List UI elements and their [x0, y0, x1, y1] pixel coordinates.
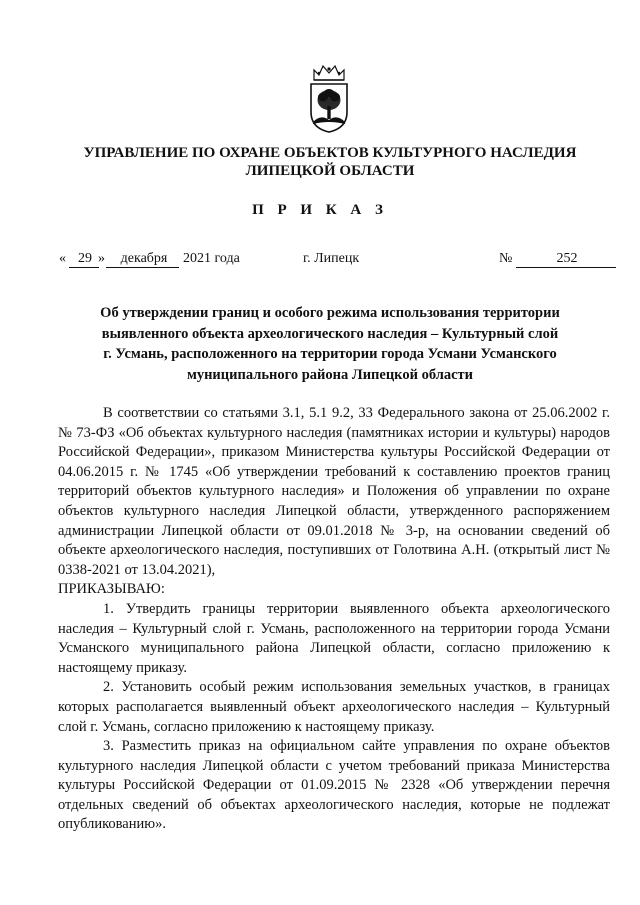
- date-year: 2021 года: [183, 251, 240, 266]
- document-number: 252: [556, 251, 578, 266]
- order-body: [58, 404, 610, 835]
- number-underline: [516, 267, 616, 268]
- org-name-line-2: ЛИПЕЦКОЙ ОБЛАСТИ: [245, 163, 415, 179]
- date-day: 29: [78, 251, 92, 266]
- document-type-title: П Р И К А З: [252, 202, 388, 218]
- date-quote-close: »: [98, 251, 105, 266]
- date-month: декабря: [120, 251, 168, 266]
- preamble-paragraph: В соответствии со статьями 3.1, 5.1 9.2, 33 Федерального закона от 25.06.2002 г. № 73-ФЗ «Об объектах культурного наследия (памятниках истории и культуры) народов Российской Федерации», приказом Министерства культуры Российской Федерации от 04.06.2015 г. № 1745 «Об утверждении требований к составлению проектов границ территорий объектов культурного наследия» и Положения об управлении по охране объектов культурного наследия Липецкой области, утвержденного распоряжением администрации Липецкой области от 09.01.2018 № 3-р, на основании сведений об объекте археологического наследия, поступивших от Голотвина А.Н. (открытый лист № 0338-2021 от 13.04.2021),: [58, 405, 610, 578]
- subject-line-4: муниципального района Липецкой области: [186, 366, 474, 383]
- lipetsk-coat-of-arms-icon: [308, 62, 350, 134]
- subject-line-2: выявленного объекта археологического наследия – Культурный слой: [101, 325, 559, 342]
- org-name-line-1: УПРАВЛЕНИЕ ПО ОХРАНЕ ОБЪЕКТОВ КУЛЬТУРНОГО НАСЛЕДИЯ: [83, 145, 577, 161]
- day-underline: [69, 267, 99, 268]
- order-item-3: 3. Разместить приказ на официальном сайте управления по охране объектов культурного наследия Липецкой области с учетом требований приказа Министерства культуры Российской Федерации от 01.09.2015 № 2328 «Об утверждении перечня отдельных сведений об объектах археологического наследия, которые не подлежат опубликованию».: [58, 738, 610, 833]
- order-word: ПРИКАЗЫВАЮ:: [58, 581, 165, 598]
- number-sign: №: [499, 251, 513, 266]
- order-item-1: 1. Утвердить границы территории выявленного объекта археологического наследия – Культурный слой г. Усмань, расположенного на территории города Усмани Усманского муниципального района Липецкой области, согласно приложению к настоящему приказу.: [58, 600, 610, 676]
- order-subject: [70, 303, 590, 385]
- document-city: г. Липецк: [303, 251, 360, 266]
- order-item-2: 2. Установить особый режим использования земельных участков, в границах которых располагается выявленный объект археологического наследия – Культурный слой г. Усмань, согласно приложению к настоящему приказу.: [58, 679, 610, 735]
- subject-line-3: г. Усмань, расположенного на территории города Усмани Усманского: [103, 346, 557, 362]
- date-quote-open: «: [59, 251, 66, 266]
- subject-line-1: Об утверждении границ и особого режима использования территории: [100, 305, 560, 321]
- month-underline: [106, 267, 179, 268]
- organization-name: [40, 144, 620, 180]
